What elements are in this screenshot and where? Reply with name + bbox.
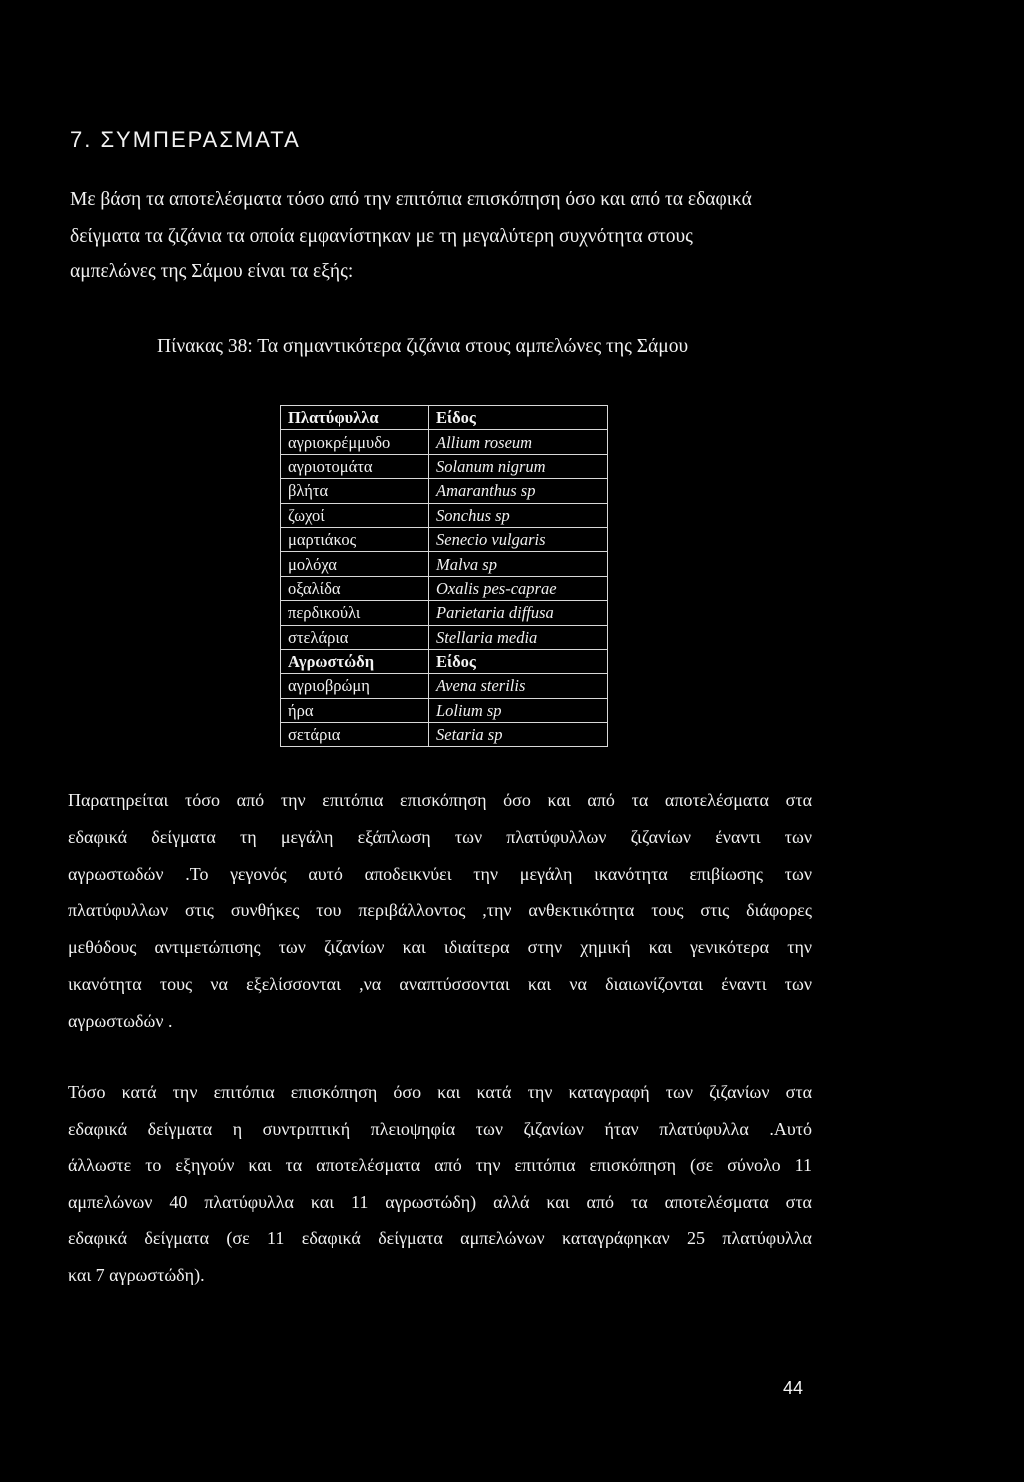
species-cell: Allium roseum <box>429 430 608 454</box>
paragraph-line: αγρωστωδών .Το γεγονός αυτό αποδεικνύει την μεγάλη ικανότητα επιβίωσης των <box>68 863 812 884</box>
table-group-header-broadleaf <box>281 406 608 430</box>
paragraph-line: μεθόδους αντιμετώπισης των ζιζανίων και ιδιαίτερα στην χημική και γενικότερα την <box>68 937 812 958</box>
paragraph-line: Τόσο κατά την επιτόπια επισκόπηση όσο και κατά την καταγραφή των ζιζανίων στα <box>68 1082 812 1102</box>
common-name-cell: μαρτιάκος <box>281 527 429 551</box>
table-group-header-grasses <box>281 649 608 673</box>
intro-line: Με βάση τα αποτελέσματα τόσο από την επιτόπια επισκόπηση όσο και από τα εδαφικά <box>70 189 752 210</box>
weeds-table <box>280 405 608 747</box>
table-caption: Πίνακας 38: Τα σημαντικότερα ζιζάνια στους αμπελώνες της Σάμου <box>157 336 689 357</box>
table-header-cell: Είδος <box>429 406 608 430</box>
species-cell: Senecio vulgaris <box>429 527 608 551</box>
species-cell: Amaranthus sp <box>429 479 608 503</box>
common-name-cell: ζωχοί <box>281 503 429 527</box>
species-cell: Malva sp <box>429 552 608 576</box>
common-name-cell: αγριοκρέμμυδο <box>281 430 429 454</box>
species-cell: Parietaria diffusa <box>429 601 608 625</box>
paragraph-line: εδαφικά δείγματα η συντριπτική πλειοψηφία των ζιζανίων ήταν πλατύφυλλα .Αυτό <box>68 1118 812 1139</box>
common-name-cell: αγριοτομάτα <box>281 454 429 478</box>
common-name-cell: μολόχα <box>281 552 429 576</box>
section-heading: 7. ΣΥΜΠΕΡΑΣΜΑΤΑ <box>70 127 301 152</box>
paragraph-line: αγρωστωδών . <box>68 1010 173 1031</box>
table-row <box>281 601 608 625</box>
table-row <box>281 723 608 747</box>
intro-paragraph <box>70 181 830 290</box>
common-name-cell: αγριοβρώμη <box>281 674 429 698</box>
paragraph-line: εδαφικά δείγματα τη μεγάλη εξάπλωση των πλατύφυλλων ζιζανίων έναντι των <box>68 826 812 847</box>
paragraph-line: εδαφικά δείγματα (σε 11 εδαφικά δείγματα αμπελώνων καταγράφηκαν 25 πλατύφυλλα <box>68 1228 812 1249</box>
species-cell: Stellaria media <box>429 625 608 649</box>
table-row <box>281 527 608 551</box>
species-cell: Setaria sp <box>429 723 608 747</box>
common-name-cell: οξαλίδα <box>281 576 429 600</box>
table-header-cell: Είδος <box>429 649 608 673</box>
common-name-cell: περδικούλι <box>281 601 429 625</box>
table-row <box>281 503 608 527</box>
species-cell: Oxalis pes-caprae <box>429 576 608 600</box>
table-header-cell: Αγρωστώδη <box>281 649 429 673</box>
paragraph-line: άλλωστε το εξηγούν και τα αποτελέσματα από την επιτόπια επισκόπηση (σε σύνολο 11 <box>68 1155 812 1176</box>
paragraph-line: ικανότητα τους να εξελίσσονται ,να αναπτύσσονται και να διαιωνίζονται έναντι των <box>68 973 812 994</box>
common-name-cell: ήρα <box>281 698 429 722</box>
body-paragraph-1 <box>68 782 812 1040</box>
species-cell: Avena sterilis <box>429 674 608 698</box>
paragraph-line: αμπελώνων 40 πλατύφυλλα και 11 αγρωστώδη) αλλά και από τα αποτελέσματα στα <box>68 1191 812 1212</box>
species-cell: Lolium sp <box>429 698 608 722</box>
table-row <box>281 625 608 649</box>
species-cell: Sonchus sp <box>429 503 608 527</box>
common-name-cell: σετάρια <box>281 723 429 747</box>
intro-line: αμπελώνες της Σάμου είναι τα εξής: <box>70 261 354 282</box>
common-name-cell: βλήτα <box>281 479 429 503</box>
intro-line: δείγματα τα ζιζάνια τα οποία εμφανίστηκαν με τη μεγαλύτερη συχνότητα στους <box>70 226 693 247</box>
table-row <box>281 552 608 576</box>
paragraph-line: και 7 αγρωστώδη). <box>68 1264 205 1285</box>
table-row <box>281 576 608 600</box>
table-row <box>281 430 608 454</box>
table-row <box>281 674 608 698</box>
species-cell: Solanum nigrum <box>429 454 608 478</box>
paragraph-line: πλατύφυλλων στις συνθήκες του περιβάλλοντος ,την ανθεκτικότητα τους στις διάφορες <box>68 900 812 921</box>
table-header-cell: Πλατύφυλλα <box>281 406 429 430</box>
page-number: 44 <box>783 1378 804 1398</box>
paragraph-line: Παρατηρείται τόσο από την επιτόπια επισκόπηση όσο και από τα αποτελέσματα στα <box>68 790 812 810</box>
table-row <box>281 698 608 722</box>
body-paragraph-2 <box>68 1074 812 1294</box>
table-row <box>281 479 608 503</box>
common-name-cell: στελάρια <box>281 625 429 649</box>
table-row <box>281 454 608 478</box>
